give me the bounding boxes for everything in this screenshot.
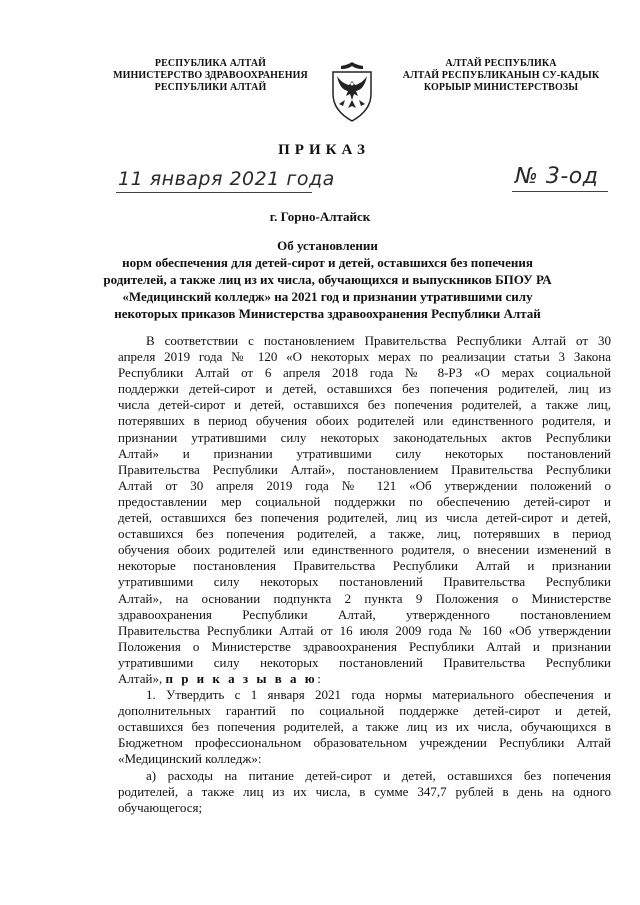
- header-right-line-2: АЛТАЙ РЕСПУБЛИКАНЫН СУ-КАДЫК: [402, 70, 600, 81]
- body-line-text: «Медицинский колледж»:: [118, 751, 262, 767]
- body-line-text: обучения обоих родителей или единственного родителя, о внесении изменений в: [118, 542, 611, 558]
- body-line: [118, 558, 611, 574]
- subject-line: норм обеспечения для детей-сирот и детей, оставшихся без попечения: [122, 255, 533, 270]
- body-line-text: Алтай от 30 апреля 2019 года № 121 «Об утверждении положений о: [118, 477, 611, 493]
- body-line: [118, 333, 611, 349]
- body-line-text: дополнительных гарантий по социальной поддержке детей-сирот и детей,: [118, 703, 611, 719]
- body-line-text: родителей, а также лиц из их числа, в сумме 347,7 рублей в день на одного: [118, 783, 611, 799]
- body-line: [118, 623, 611, 639]
- body-line: [118, 397, 611, 413]
- body-line-text: Республики Алтай от 6 апреля 2018 года № 8-РЗ «О мерах социальной: [118, 365, 611, 381]
- header-right-line-3: КОРЫЫР МИНИСТЕРСТВОЗЫ: [423, 82, 579, 93]
- body-line-text: утратившими силу некоторых постановлений Правительства Республики: [118, 654, 611, 670]
- body-line: [118, 687, 611, 703]
- body-line: [118, 655, 611, 671]
- body-line-text: потерявших в период обучения обоих родителей или единственного родителя, и: [118, 413, 611, 429]
- body-line: [118, 607, 611, 623]
- header-left-line-3: РЕСПУБЛИКИ АЛТАЙ: [154, 82, 267, 93]
- body-line: [118, 751, 611, 767]
- body-line-text: Правительства Республики Алтай от 16 июля 2009 года № 160 «Об утверждении: [118, 622, 611, 638]
- body-line-text: детей, оставшихся без попечения родителей, лиц из числа детей-сирот и детей,: [118, 510, 611, 526]
- body-line-text: Правительства Республики Алтай», постановлением Правительства Республики: [118, 461, 611, 477]
- body-line: [118, 768, 611, 784]
- body-line-text: Алтай», на основании подпункта 2 пункта 9 Положения о Министерстве: [118, 590, 611, 606]
- order-verb: п р и к а з ы в а ю: [165, 670, 318, 686]
- body-line-text: Бюджетном профессиональном образовательном учреждении Республики Алтай: [118, 735, 611, 751]
- body-line: [118, 446, 611, 462]
- body-line: [118, 800, 611, 816]
- handwritten-date: 11 января 2021 года: [118, 168, 335, 190]
- body-line: [118, 526, 611, 542]
- handwritten-order-number: № 3-од: [515, 164, 599, 189]
- altai-eagle-emblem-icon: [327, 60, 377, 124]
- body-line: [118, 719, 611, 735]
- body-line-text: Положения о Министерстве здравоохранения Республики Алтай и признании: [118, 638, 611, 654]
- body-line-text: некоторые постановления Правительства Республики Алтай и признании: [118, 558, 611, 574]
- subject-line: родителей, а также лиц из их числа, обучающихся и выпускников БПОУ РА: [103, 272, 552, 287]
- body-line-text: признании утратившими силу некоторых законодательных актов Республики: [118, 429, 611, 445]
- body-line: [118, 574, 611, 590]
- body-line-text: 1. Утвердить с 1 января 2021 года нормы материального обеспечения и: [146, 687, 611, 703]
- body-line-text: а) расходы на питание детей-сирот и детей, оставшихся без попечения: [146, 767, 611, 783]
- body-line-text: утратившими силу некоторых постановлений Правительства Республики: [118, 574, 611, 590]
- document-title: ПРИКАЗ: [278, 142, 370, 158]
- body-line-text: оставшихся без попечения родителей, а также, лиц, потерявших в период: [118, 526, 611, 542]
- body-line-text: Алтай»,: [118, 670, 163, 686]
- body-line-text: оставшихся без попечения родителей, а также лиц из их числа, обучающихся в: [118, 719, 611, 735]
- body-line: [118, 365, 611, 381]
- header-right-block: [392, 58, 610, 94]
- subject-line: «Медицинский колледж» на 2021 год и признании утратившими силу: [122, 289, 533, 304]
- number-underline: [512, 191, 608, 192]
- body-line-text: обучающегося;: [118, 799, 203, 815]
- header-right-line-1: АЛТАЙ РЕСПУБЛИКА: [445, 58, 557, 69]
- subject-line: Об установлении: [277, 238, 378, 253]
- body-line-text: В соответствии с постановлением Правительства Республики Алтай от 30: [146, 333, 611, 348]
- body-line: [118, 703, 611, 719]
- city-line: г. Горно-Алтайск: [269, 209, 371, 224]
- body-line: [118, 542, 611, 558]
- header-left-block: [98, 58, 323, 94]
- body-line: [118, 478, 611, 494]
- body-line: [118, 381, 611, 397]
- body-line-text: поддержки детей-сирот и детей, оставшихся без попечения родителей, лиц из: [118, 381, 611, 397]
- body-line-text: здравоохранения Республики Алтай, утвержденного постановлением: [118, 606, 611, 622]
- body-line: [118, 430, 611, 446]
- header-left-line-2: МИНИСТЕРСТВО ЗДРАВООХРАНЕНИЯ: [113, 70, 308, 81]
- body-line-tail: :: [317, 670, 321, 686]
- body-line: [118, 510, 611, 526]
- body-line-text: апреля 2019 года № 120 «О некоторых мерах по реализации статьи 3 Закона: [118, 349, 611, 365]
- order-subject: [100, 237, 555, 322]
- body-line: [118, 639, 611, 655]
- body-line: [118, 494, 611, 510]
- body-line: [118, 591, 611, 607]
- subject-line: некоторых приказов Министерства здравоохранения Республики Алтай: [114, 306, 541, 321]
- date-underline: [116, 192, 312, 193]
- body-line: [118, 462, 611, 478]
- body-line-text: Алтай» и признании утратившими силу некоторых постановлений: [118, 445, 611, 461]
- body-line-text: предоставлении мер социальной поддержки по обеспечению детей-сирот и: [118, 493, 611, 509]
- body-line: [118, 413, 611, 429]
- body-line-text: числа детей-сирот и детей, оставшихся без попечения родителей, а также лиц,: [118, 397, 611, 413]
- body-line: [118, 735, 611, 751]
- body-line: [118, 784, 611, 800]
- order-body-text: [118, 333, 611, 816]
- body-line: [118, 671, 611, 687]
- body-line: [118, 349, 611, 365]
- header-left-line-1: РЕСПУБЛИКА АЛТАЙ: [154, 58, 267, 69]
